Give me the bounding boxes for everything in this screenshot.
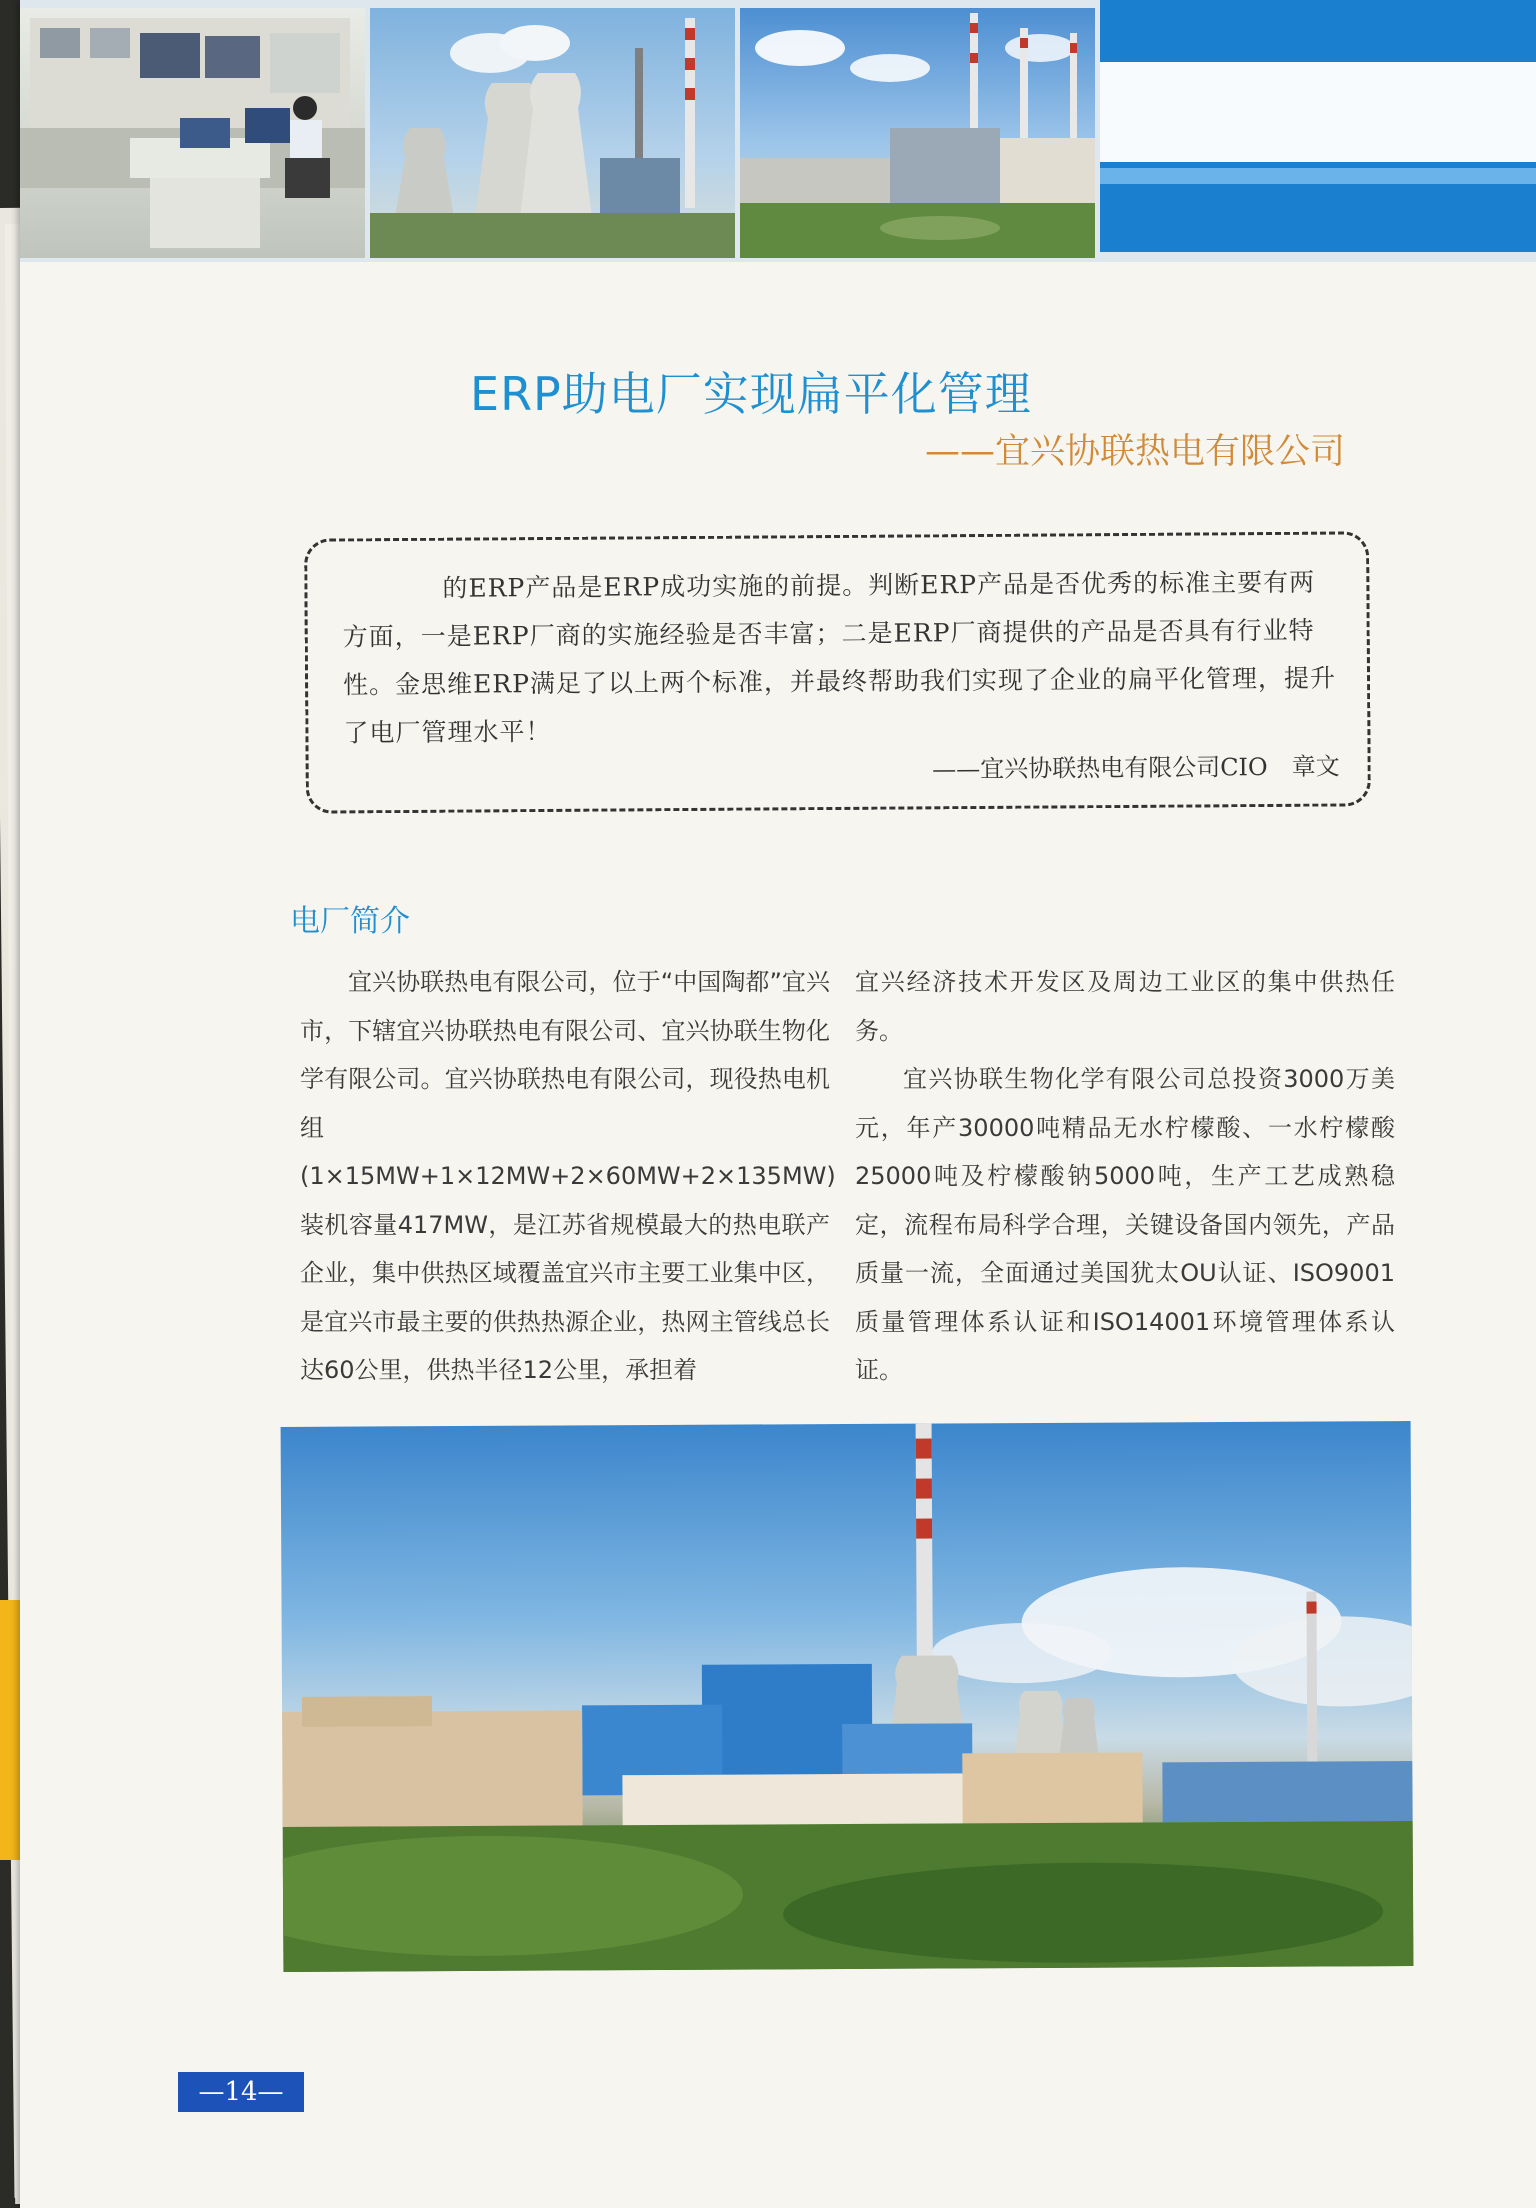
control-room-photo [20,8,365,258]
quote-box [304,531,1371,813]
page-title: ERP助电厂实现扁平化管理 [470,367,1032,421]
page-number: —14— [178,2072,304,2112]
article-column-left [300,958,836,1395]
magazine-page [20,0,1536,2208]
article-paragraph: 宜兴协联生物化学有限公司总投资3000万美元，年产30000吨精品无水柠檬酸、一水柠檬酸25000吨及柠檬酸钠5000吨，生产工艺成熟稳定，流程布局科学合理，关键设备国内领先，产品质量一流，全面通过美国犹太OU认证、ISO9001质量管理体系认证和ISO14001环境管理体系认证。 [855,1065,1395,1384]
section-heading: 电厂简介 [290,904,410,939]
header-blue-stripes [1100,0,1536,252]
article-paragraph: 宜兴协联热电有限公司，位于“中国陶都”宜兴市，下辖宜兴协联热电有限公司、宜兴协联生物化学有限公司。宜兴协联热电有限公司，现役热电机组(1×15MW+1×12MW+2×60MW+2×135MW)装机容量417MW，是江苏省规模最大的热电联产企业，集中供热区域覆盖宜兴市主要工业集中区，是宜兴市最主要的供热热源企业，热网主管线总长达60公里，供热半径12公里，承担着 [300,968,836,1384]
power-plant-photo [740,8,1095,258]
quote-text: 的ERP产品是ERP成功实施的前提。判断ERP产品是否优秀的标准主要有两方面，一是ERP厂商的实施经验是否丰富；二是ERP厂商提供的产品是否具有行业特性。金思维ERP满足了以上两个标准，并最终帮助我们实现了企业的扁平化管理，提升了电厂管理水平！ [342,567,1337,748]
article-paragraph-continuation: 宜兴经济技术开发区及周边工业区的集中供热任务。 [855,968,1395,1045]
article-column-right [855,958,1395,1395]
quote-author: ——宜兴协联热电有限公司CIO 章文 [932,752,1340,784]
power-plant-panorama-photo [281,1421,1414,1972]
cooling-towers-photo [370,8,735,258]
page-subtitle: ——宜兴协联热电有限公司 [925,432,1346,472]
header-photo-band [20,0,1536,262]
